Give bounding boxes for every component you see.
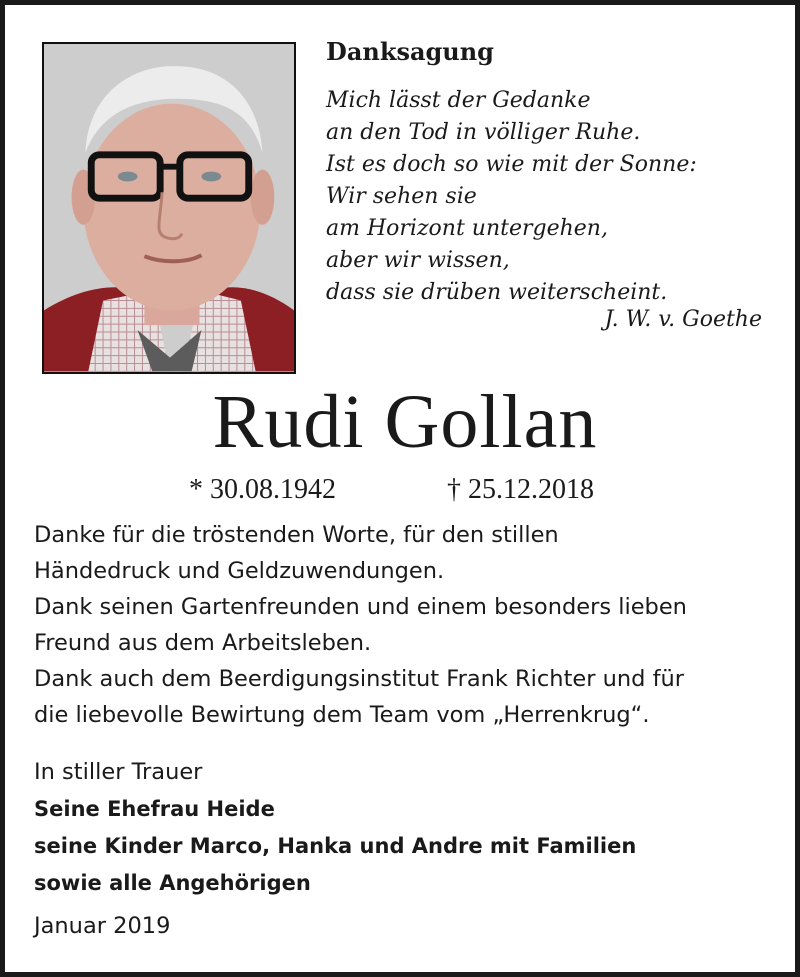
publication-date: Januar 2019	[34, 913, 171, 939]
deceased-name: Rudi Gollan	[212, 380, 598, 464]
death-date: † 25.12.2018	[447, 474, 594, 505]
heading-danksagung: Danksagung	[326, 37, 494, 66]
poem-author: J. W. v. Goethe	[604, 307, 762, 332]
portrait-illustration	[44, 44, 294, 372]
poem-line: an den Tod in völliger Ruhe.	[326, 120, 641, 145]
thanks-line: Freund aus dem Arbeitsleben.	[34, 630, 372, 656]
poem-line: aber wir wissen,	[326, 248, 510, 273]
goethe-poem	[326, 85, 766, 309]
mourning-intro: In stiller Trauer	[34, 759, 203, 785]
life-dates	[5, 474, 800, 510]
poem-line: Ist es doch so wie mit der Sonne:	[326, 152, 697, 177]
thanks-line: Dank auch dem Beerdigungsinstitut Frank Richter und für	[34, 666, 685, 692]
portrait-photo	[42, 42, 296, 374]
thanks-paragraph	[34, 517, 784, 733]
poem-line: am Horizont untergehen,	[326, 216, 608, 241]
thanks-line: Danke für die tröstenden Worte, für den stillen	[34, 522, 559, 548]
thanks-line: Händedruck und Geldzuwendungen.	[34, 558, 445, 584]
mourners-block	[34, 754, 784, 902]
poem-line: dass sie drüben weiterscheint.	[326, 280, 668, 305]
thanks-line: Dank seinen Gartenfreunden und einem besonders lieben	[34, 594, 687, 620]
mourner-entry: Seine Ehefrau Heide	[34, 797, 275, 821]
mourner-entry: seine Kinder Marco, Hanka und Andre mit Familien	[34, 834, 637, 858]
mourner-entry: sowie alle Angehörigen	[34, 871, 311, 895]
poem-line: Wir sehen sie	[326, 184, 477, 209]
birth-date: * 30.08.1942	[189, 474, 336, 505]
thanks-line: die liebevolle Bewirtung dem Team vom „Herrenkrug“.	[34, 702, 650, 728]
poem-line: Mich lässt der Gedanke	[326, 88, 591, 113]
